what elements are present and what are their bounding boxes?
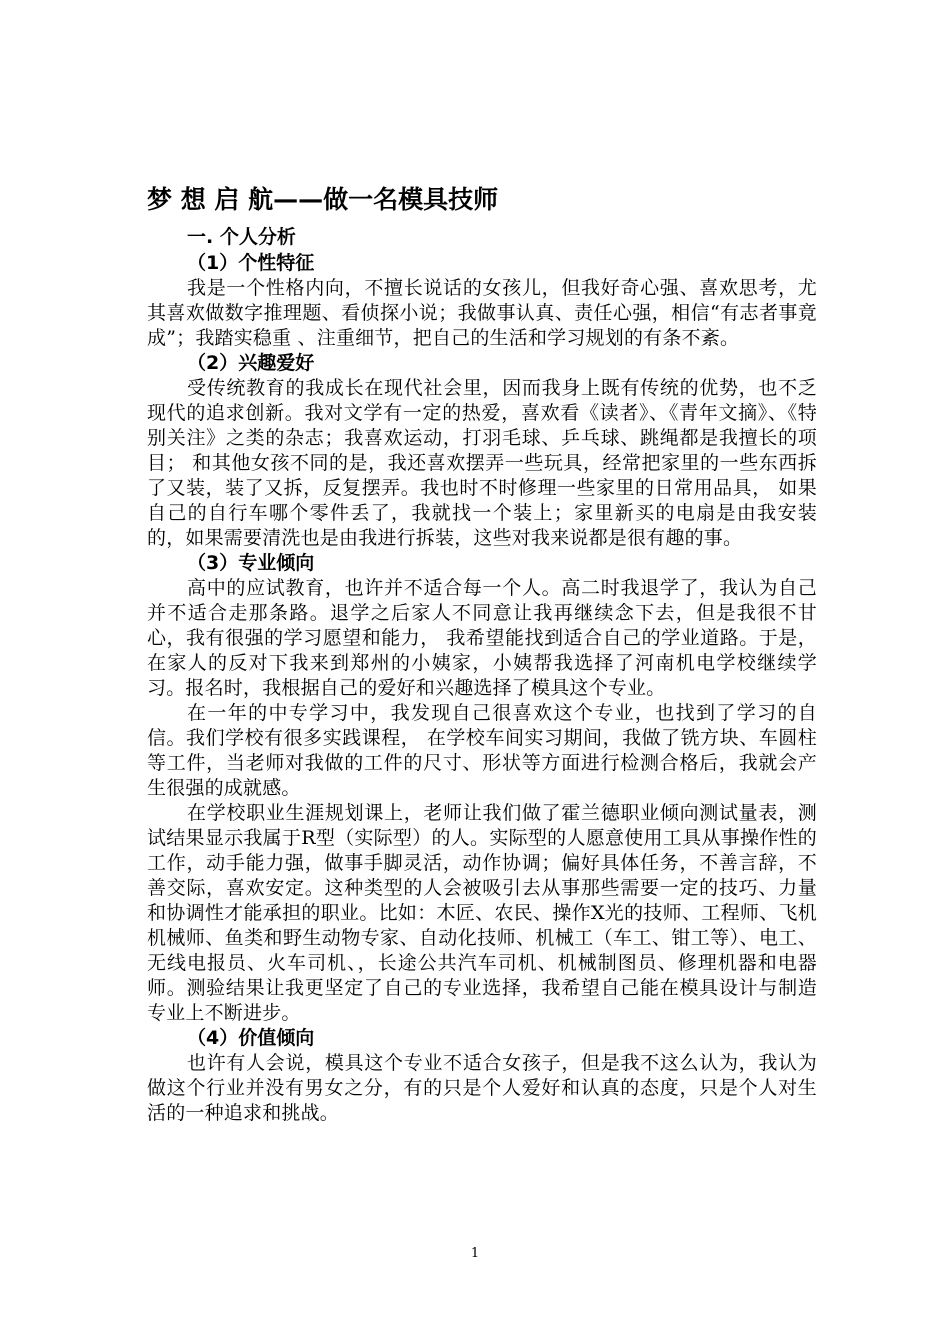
paragraph-interests: 受传统教育的我成长在现代社会里，因而我身上既有传统的优势，也不乏现代的追求创新。我对文学有一定的热爱，喜欢看《读者》、《青年文摘》、《特别关注》之类的杂志；我喜欢运动，打羽毛球、乒乓球、跳绳都是我擅长的项目； 和其他女孩不同的是，我还喜欢摆弄一些玩具，经常把家里的一些东西拆了又装，装了又拆，反复摆弄。我也时不时修理一些家里的日常用品具， 如果自己的自行车哪个零件丢了，我就找一个装上；家里新买的电扇是由我安装的，如果需要清洗也是由我进行拆装，这些对我来说都是很有趣的事。 xyxy=(147,377,817,549)
paragraph-major-tendency-2: 在一年的中专学习中，我发现自己很喜欢这个专业，也找到了学习的自信。我们学校有很多实践课程， 在学校车间实习期间，我做了铣方块、车圆柱等工件，当老师对我做的工件的尺寸、形状等方面进行检测合格后，我就会产生很强的成就感。 xyxy=(147,702,817,799)
subheading-interests: （2）兴趣爱好 xyxy=(187,352,315,374)
paragraph-major-tendency-1: 高中的应试教育，也许并不适合每一个人。高二时我退学了，我认为自己并不适合走那条路。退学之后家人不同意让我再继续念下去，但是我很不甘心，我有很强的学习愿望和能力， 我希望能找到适合自己的学业道路。于是，在家人的反对下我来到郑州的小姨家，小姨帮我选择了河南机电学校继续学习。报名时，我根据自己的爱好和兴趣选择了模具这个专业。 xyxy=(147,577,817,699)
paragraph-personality: 我是一个性格内向，不擅长说话的女孩儿，但我好奇心强、喜欢思考，尤其喜欢做数字推理题、看侦探小说；我做事认真、责任心强，相信“有志者事竟成”；我踏实稳重 、注重细节，把自己的生活和学习规划的有条不紊。 xyxy=(147,277,817,349)
document-body xyxy=(147,224,817,1126)
subheading-values: （4）价值倾向 xyxy=(187,1027,315,1049)
subheading-personality: （1）个性特征 xyxy=(187,252,315,274)
document-title: 梦 想 启 航——做一名模具技师 xyxy=(147,185,499,214)
paragraph-values: 也许有人会说，模具这个专业不适合女孩子，但是我不这么认为，我认为做这个行业并没有男女之分，有的只是个人爱好和认真的态度，只是个人对生活的一种追求和挑战。 xyxy=(147,1052,817,1124)
page-number: 1 xyxy=(470,1246,480,1261)
subheading-major-tendency: （3）专业倾向 xyxy=(187,552,315,574)
section-heading-personal-analysis: 一. 个人分析 xyxy=(187,226,296,248)
paragraph-major-tendency-3: 在学校职业生涯规划课上，老师让我们做了霍兰德职业倾向测试量表，测试结果显示我属于R型（实际型）的人。实际型的人愿意使用工具从事操作性的工作，动手能力强，做事手脚灵活，动作协调；偏好具体任务，不善言辞，不善交际，喜欢安定。这种类型的人会被吸引去从事那些需要一定的技巧、力量和协调性才能承担的职业。比如：木匠、农民、操作X光的技师、工程师、飞机机械师、鱼类和野生动物专家、自动化技师、机械工（车工、钳工等）、电工、无线电报员、火车司机、，长途公共汽车司机、机械制图员、修理机器和电器师。测验结果让我更坚定了自己的专业选择，我希望自己能在模具设计与制造专业上不断进步。 xyxy=(147,802,817,1024)
